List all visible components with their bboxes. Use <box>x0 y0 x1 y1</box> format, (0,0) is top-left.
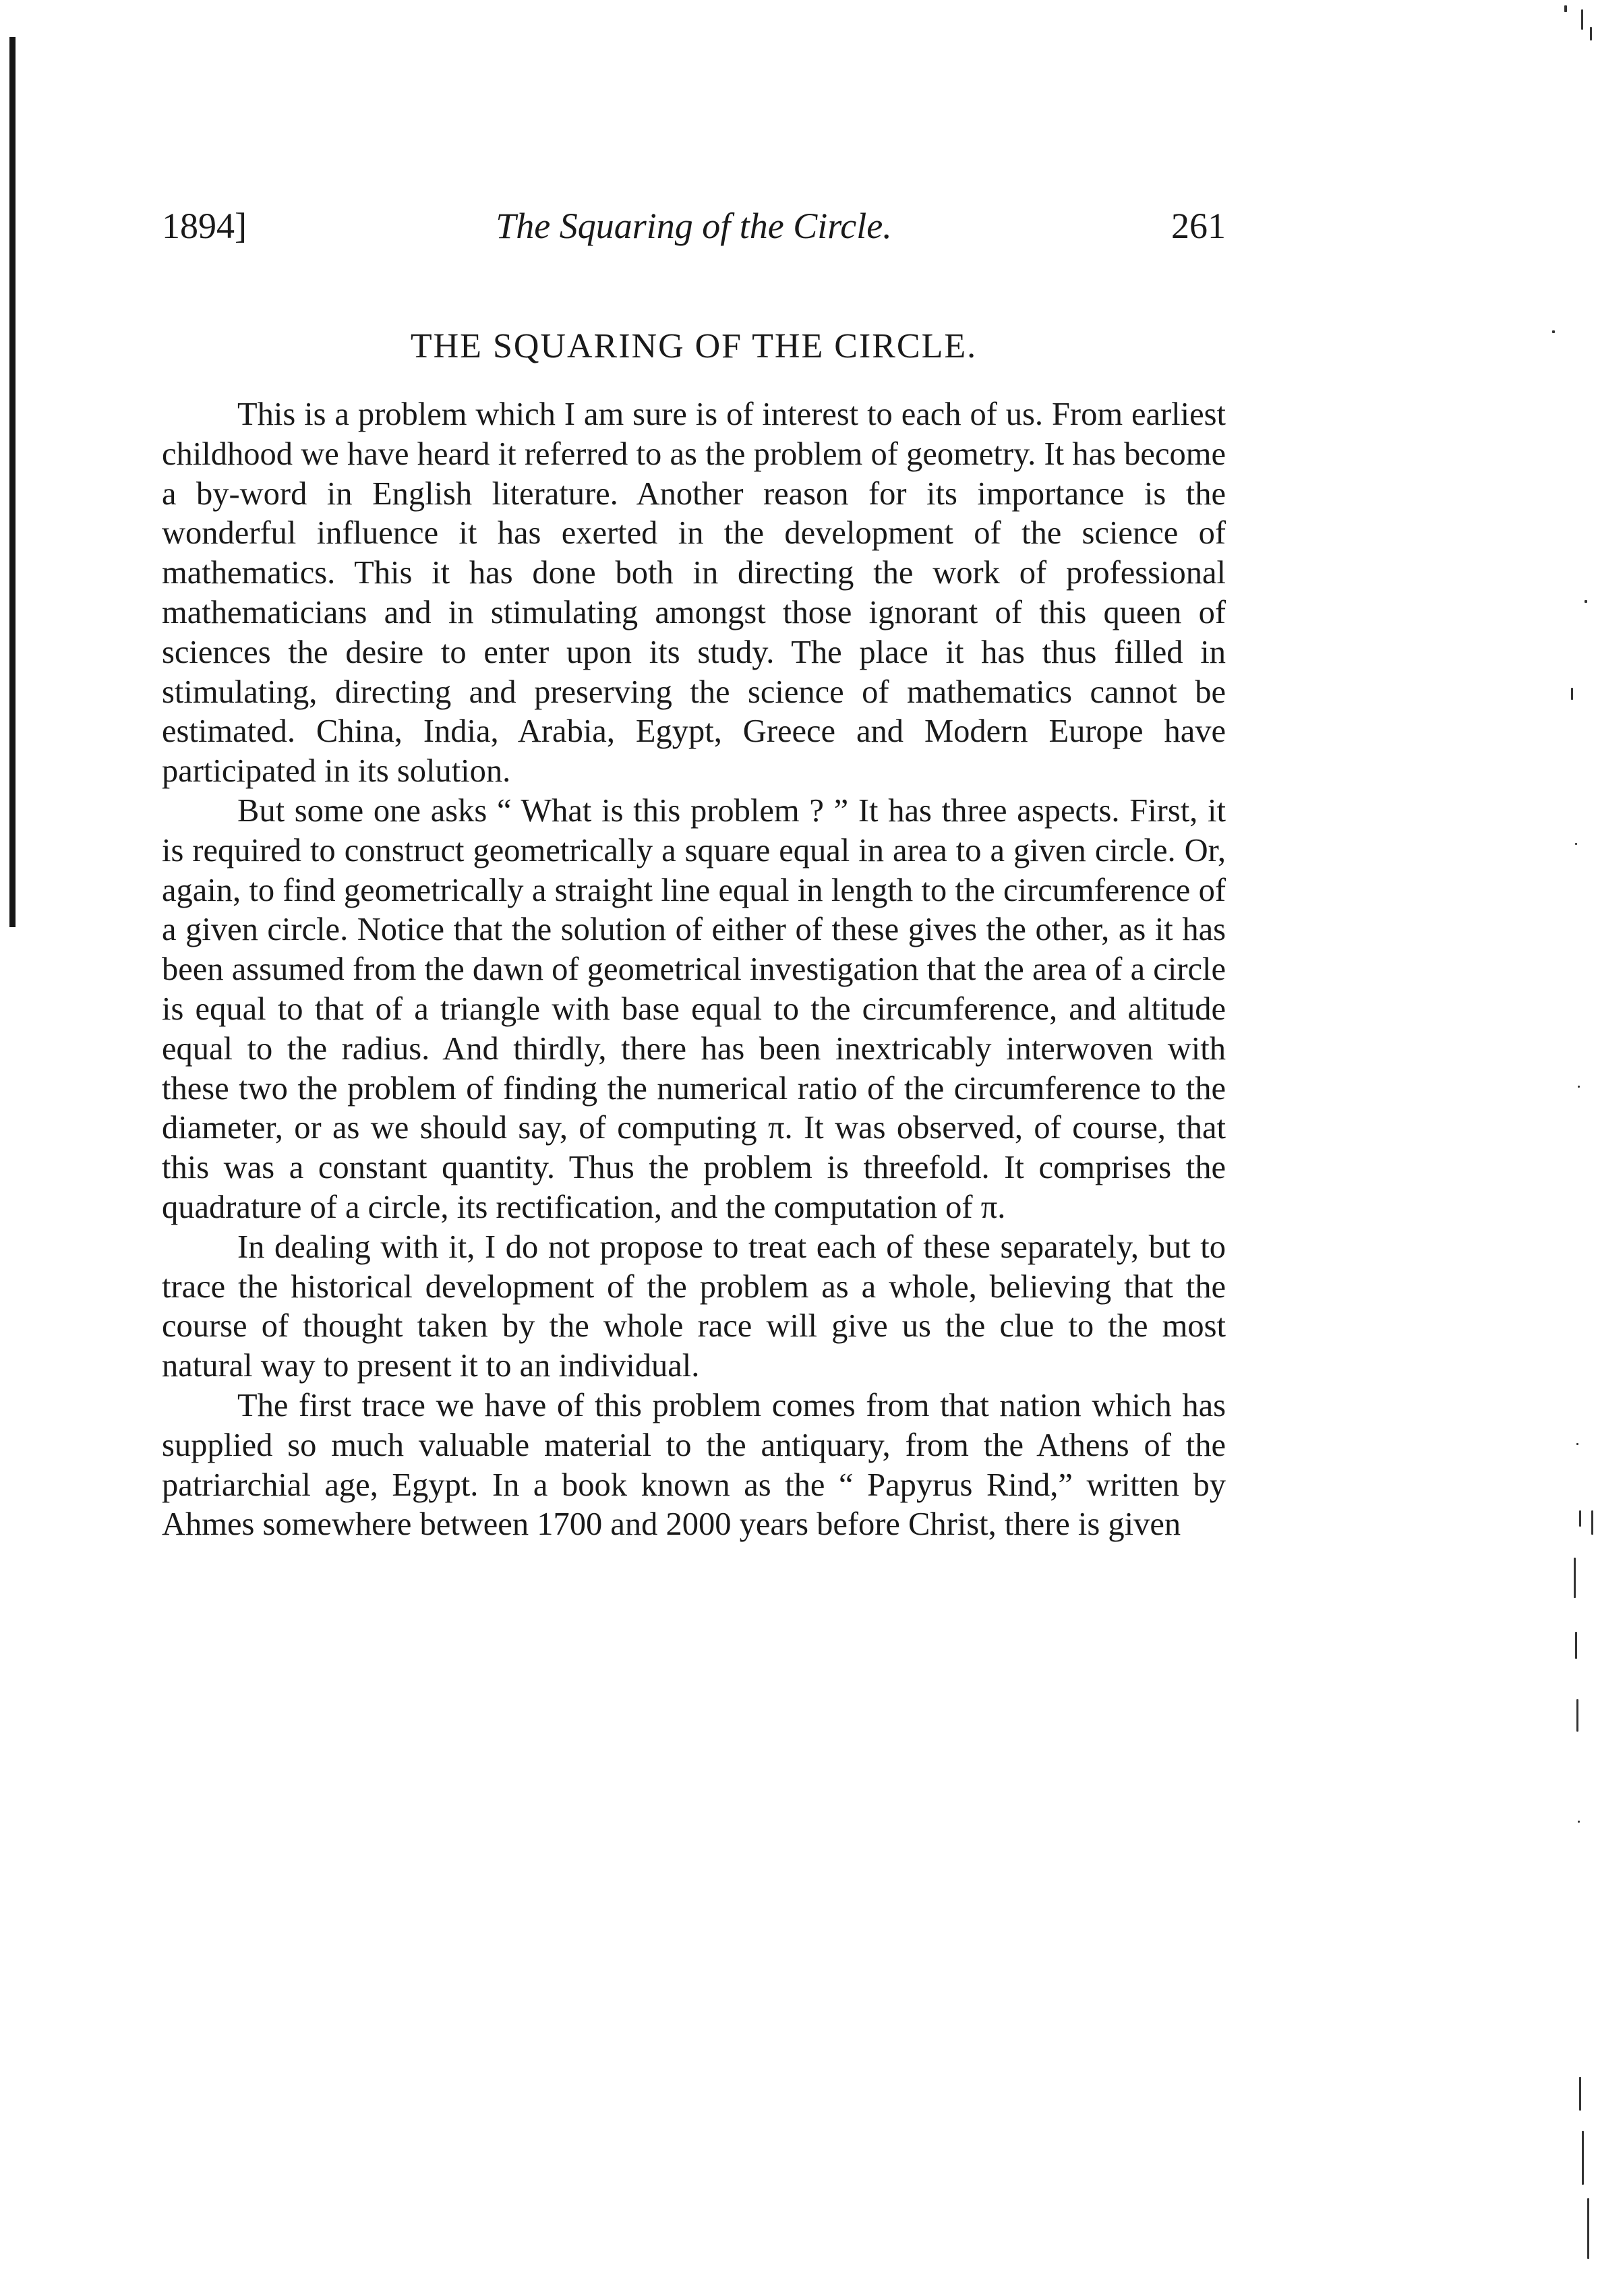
paragraph-4: The first trace we have of this problem comes from that nation which has supplied so much valuable material to the antiquary, from the Athens of the patriarchial age, Egypt. In a book known as the “ Papyrus Rind,” written by Ahmes somewhere between 1700 and 2000 years before Christ, there is given <box>162 1387 1226 1543</box>
page-text <box>162 202 1226 1545</box>
article-title: THE SQUARING OF THE CIRCLE. <box>410 327 978 365</box>
running-head-year: 1894] <box>162 206 247 246</box>
running-head-title: The Squaring of the Circle. <box>496 206 892 246</box>
paragraph-1: This is a problem which I am sure is of interest to each of us. From earliest childhood we have heard it referred to as the problem of geometry. It has become a by-word in English literature. Another reason for its importance is the wonderful influence it has exerted in the development of the science of mathematics. This it has done both in directing the work of professional mathematicians and in stimulating amongst those ignorant of this queen of sciences the desire to enter upon its study. The place it has thus filled in stimulating, directing and preserving the science of mathematics cannot be estimated. China, India, Arabia, Egypt, Greece and Modern Europe have participated in its solution. <box>162 396 1226 790</box>
running-head <box>162 202 1226 249</box>
binding-edge-rule <box>9 37 16 927</box>
page-number: 261 <box>1171 206 1226 246</box>
page-edge-marks <box>1544 0 1598 2296</box>
paragraph-2: But some one asks “ What is this problem ? ” It has three aspects. First, it is required to construct geometrically a square equal in area to a given circle. Or, again, to find geometrically a straight line equal in length to the circumference of a given circle. Notice that the solution of either of these gives the other, as it has been assumed from the dawn of geometrical investigation that the area of a circle is equal to that of a triangle with base equal to the circumference, and altitude equal to the radius. And thirdly, there has been inextricably interwoven with these two the problem of finding the numerical ratio of the circumference to the diameter, or as we should say, of computing π. It was observed, of course, that this was a constant quantity. Thus the problem is threefold. It comprises the quadrature of a circle, its rectification, and the computation of π. <box>162 792 1226 1225</box>
paragraph-3: In dealing with it, I do not propose to treat each of these separately, but to trace the historical development of the problem as a whole, believing that the course of thought taken by the whole race will give us the clue to the most natural way to present it to an individual. <box>162 1229 1226 1384</box>
